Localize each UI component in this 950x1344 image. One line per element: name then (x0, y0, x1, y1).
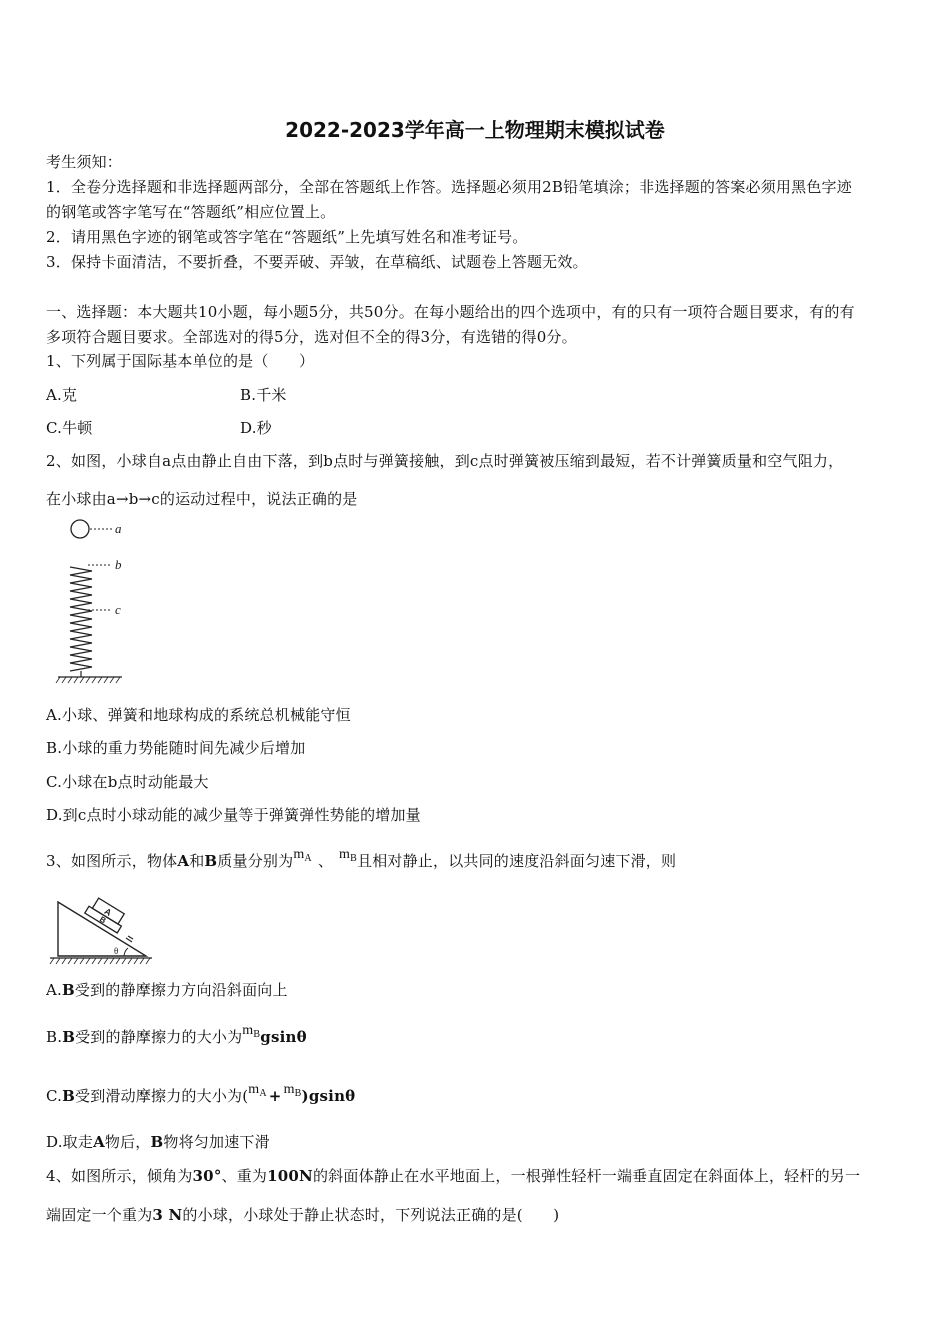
q2-spring-figure (52, 515, 142, 690)
q2-option-d: D.到c点时小球动能的减少量等于弹簧弹性势能的增加量 (46, 806, 421, 824)
notice-item-1-line-2: 的钢笔或答字笔写在“答题纸”相应位置上。 (46, 203, 336, 221)
q3-fig-label-a: A (102, 906, 114, 919)
mass-a-symbol: $m_A$ (293, 847, 312, 864)
notice-item-1-line-1: 1．全卷分选择题和非选择题两部分，全部在答题纸上作答。选择题必须用2B铅笔填涂；非选择题的答案必须用黑色字迹 (46, 178, 852, 196)
q2-fig-label-b: b (115, 557, 122, 572)
q2-stem-line-2: 在小球由a→b→c的运动过程中，说法正确的是 (46, 490, 358, 508)
q1-option-d: D.秒 (240, 419, 272, 437)
q1-option-a: A.克 (46, 386, 78, 404)
q3-fig-label-b: B (97, 914, 108, 926)
q3-stem: 3、如图所示，物体A和B质量分别为$m_A$ 、 $m_B$且相对静止，以共同的速度沿斜面匀速下滑，则 (46, 847, 677, 870)
q2-option-b: B.小球的重力势能随时间先减少后增加 (46, 739, 306, 757)
notice-item-3: 3．保持卡面清洁，不要折叠，不要弄破、弄皱，在草稿纸、试题卷上答题无效。 (46, 253, 588, 271)
q2-option-a: A.小球、弹簧和地球构成的系统总机械能守恒 (46, 706, 351, 724)
q1-option-b: B.千米 (240, 386, 287, 404)
q4-stem-line-1: 4、如图所示，倾角为30°、重为100N的斜面体静止在水平地面上，一根弹性轻杆一端垂直固定在斜面体上，轻杆的另一 (46, 1167, 861, 1185)
q3-option-d: D.取走A物后，B物将匀加速下滑 (46, 1133, 270, 1151)
q2-fig-label-c: c (115, 602, 121, 617)
section-intro-line-1: 一、选择题：本大题共10小题，每小题5分，共50分。在每小题给出的四个选项中，有的只有一项符合题目要求，有的有 (46, 303, 855, 321)
q3-option-b: B.B受到的静摩擦力的大小为$m_Bgsin\theta$ (46, 1023, 307, 1046)
q3-option-a: A.B受到的静摩擦力方向沿斜面向上 (46, 981, 288, 999)
q2-option-c: C.小球在b点时动能最大 (46, 773, 209, 791)
q1-option-c: C.牛顿 (46, 419, 93, 437)
page-title: 2022-2023学年高一上物理期末模拟试卷 (285, 118, 665, 142)
q3-fig-label-theta: θ (114, 946, 119, 956)
notice-heading: 考生须知： (46, 153, 123, 171)
mass-b-symbol: $m_B$ (339, 847, 357, 864)
q2-fig-label-a: a (115, 521, 122, 536)
q3-option-c: C.B受到滑动摩擦力的大小为$(m_A + m_B)gsin\theta$ (46, 1082, 356, 1105)
q1-stem: 1、下列属于国际基本单位的是（ ） (46, 352, 315, 370)
q3-incline-figure (48, 890, 158, 970)
section-intro-line-2: 多项符合题目要求。全部选对的得5分，选对但不全的得3分，有选错的得0分。 (46, 328, 577, 346)
q2-stem-line-1: 2、如图，小球自a点由静止自由下落，到b点时与弹簧接触，到c点时弹簧被压缩到最短，若不计弹簧质量和空气阻力， (46, 452, 844, 470)
q4-stem-line-2: 端固定一个重为3 N的小球，小球处于静止状态时，下列说法正确的是( ) (46, 1206, 560, 1224)
notice-item-2: 2．请用黑色字迹的钢笔或答字笔在“答题纸”上先填写姓名和准考证号。 (46, 228, 528, 246)
